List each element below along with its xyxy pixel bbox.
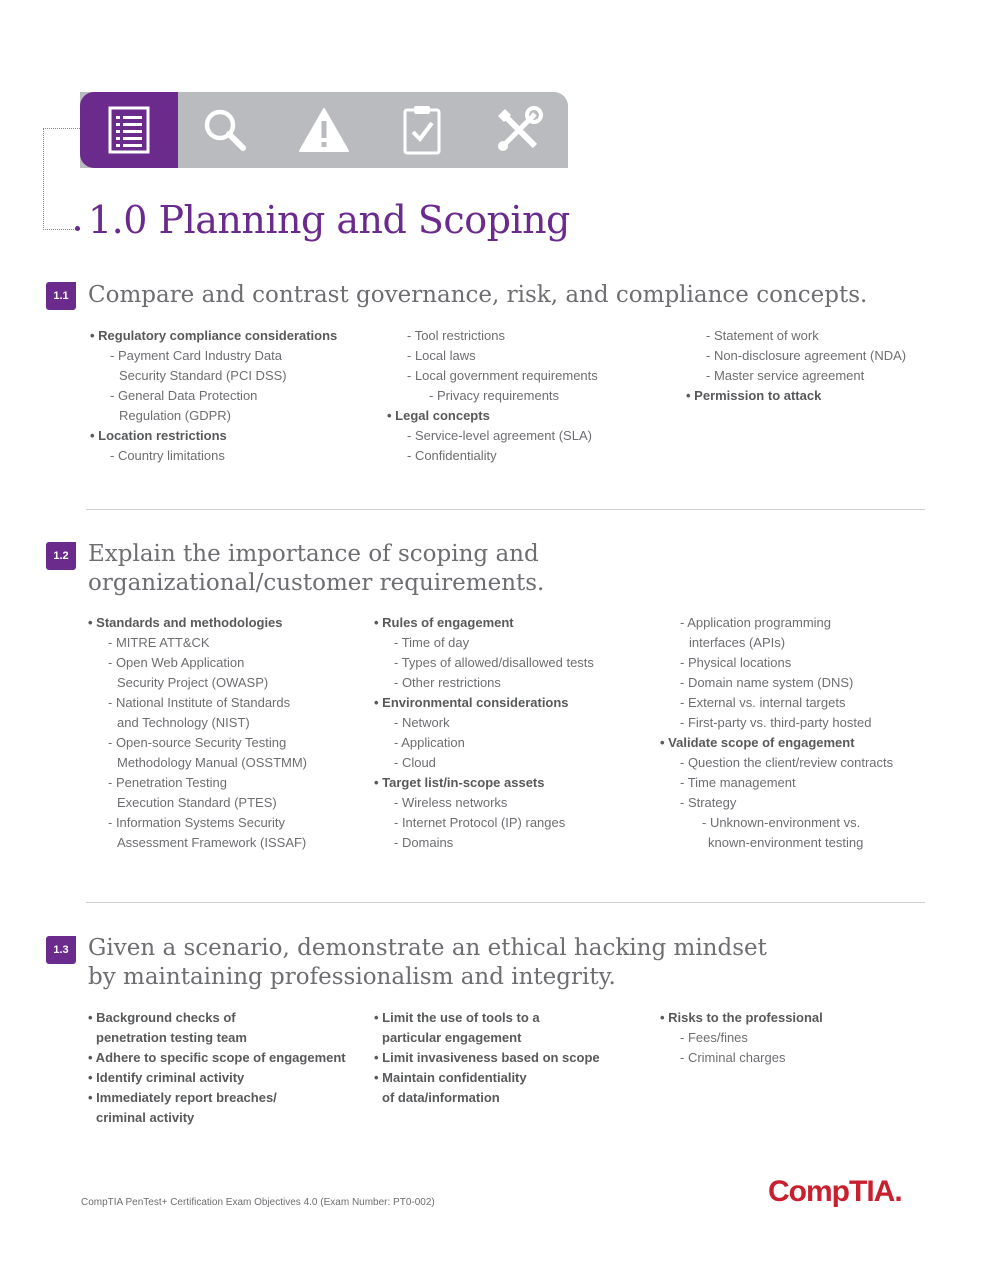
objective-subitem: - Service-level agreement (SLA) xyxy=(407,428,592,443)
objective-subitem: - Non-disclosure agreement (NDA) xyxy=(706,348,907,363)
section-title: Compare and contrast governance, risk, and compliance concepts. xyxy=(88,282,868,308)
tab-attacks[interactable] xyxy=(275,92,373,168)
objective-bullet: • Environmental considerations xyxy=(374,695,569,710)
document-list-icon xyxy=(107,105,151,155)
objective-subitem: Assessment Framework (ISSAF) xyxy=(117,835,307,850)
objective-subitem: - Statement of work xyxy=(706,328,819,343)
section-title: Given a scenario, demonstrate an ethical hacking mindset by maintaining professionalism and integrity. xyxy=(88,935,767,990)
clipboard-check-icon xyxy=(402,104,442,156)
section-1-1-column-2 xyxy=(387,326,598,466)
objective-subitem: - Domain name system (DNS) xyxy=(680,675,854,690)
tab-reporting[interactable] xyxy=(373,92,471,168)
objective-subitem: - Tool restrictions xyxy=(407,328,506,343)
objective-bullet: • Background checks of xyxy=(88,1010,236,1025)
objective-subitem: - Application xyxy=(394,735,465,750)
section-1-3-column-2 xyxy=(374,1008,600,1108)
section-1-1-column-1 xyxy=(90,326,337,466)
category-tab-bar xyxy=(80,92,568,168)
objective-subitem: - Other restrictions xyxy=(394,675,501,690)
objective-subitem: - Cloud xyxy=(394,755,436,770)
section-1-1-column-3 xyxy=(686,326,906,406)
objective-bullet: • Maintain confidentiality xyxy=(374,1070,527,1085)
section-1-3-column-1 xyxy=(88,1008,346,1128)
objective-bullet: • Target list/in-scope assets xyxy=(374,775,545,790)
objective-subitem: Regulation (GDPR) xyxy=(119,408,231,423)
objective-bullet: • Standards and methodologies xyxy=(88,615,283,630)
objective-bullet: • Legal concepts xyxy=(387,408,490,423)
objective-subitem: - Information Systems Security xyxy=(108,815,285,830)
tab-information-gathering[interactable] xyxy=(176,92,274,168)
objective-subitem: - Criminal charges xyxy=(680,1050,786,1065)
objective-subitem: known-environment testing xyxy=(708,835,864,850)
objective-bullet: • Risks to the professional xyxy=(660,1010,823,1025)
objective-subitem: - Unknown-environment vs. xyxy=(702,815,861,830)
magnifier-icon xyxy=(202,107,248,153)
section-1-2-column-2 xyxy=(374,613,594,853)
objective-bullet: • Immediately report breaches/ xyxy=(88,1090,277,1105)
objective-subitem: - Local government requirements xyxy=(407,368,598,383)
title-connector-line xyxy=(43,128,80,230)
objective-subitem: - Domains xyxy=(394,835,454,850)
footer-text: CompTIA PenTest+ Certification Exam Objectives 4.0 (Exam Number: PT0-002) xyxy=(81,1197,435,1208)
objective-bullet: • Limit invasiveness based on scope xyxy=(374,1050,600,1065)
objective-subitem: - Physical locations xyxy=(680,655,792,670)
objective-subitem: - First-party vs. third-party hosted xyxy=(680,715,872,730)
objective-subitem: - National Institute of Standards xyxy=(108,695,291,710)
objective-bullet: • Permission to attack xyxy=(686,388,822,403)
objective-subitem: - General Data Protection xyxy=(110,388,258,403)
objective-subitem: - Time management xyxy=(680,775,796,790)
objective-subitem: - Application programming xyxy=(680,615,832,630)
objective-subitem: - Local laws xyxy=(407,348,476,363)
section-divider xyxy=(86,902,925,903)
objective-subitem: - MITRE ATT&CK xyxy=(108,635,210,650)
section-1-2-column-3 xyxy=(660,613,893,853)
objective-bullet: • Regulatory compliance considerations xyxy=(90,328,338,343)
objective-subitem: - Internet Protocol (IP) ranges xyxy=(394,815,566,830)
objective-bullet: penetration testing team xyxy=(96,1030,247,1045)
section-1-3-column-3 xyxy=(660,1008,823,1068)
objective-subitem: Security Project (OWASP) xyxy=(117,675,269,690)
objective-bullet: of data/information xyxy=(382,1090,500,1105)
title-bullet-dot xyxy=(75,226,80,231)
objective-subitem: - Payment Card Industry Data xyxy=(110,348,282,363)
objective-subitem: - Question the client/review contracts xyxy=(680,755,894,770)
section-number-badge: 1.2 xyxy=(46,542,76,570)
objective-subitem: - Open Web Application xyxy=(108,655,245,670)
section-number-badge: 1.1 xyxy=(46,282,76,310)
warning-icon xyxy=(298,107,350,153)
objective-bullet: • Validate scope of engagement xyxy=(660,735,855,750)
section-title: Explain the importance of scoping and organizational/customer requirements. xyxy=(88,541,545,596)
objective-subitem: and Technology (NIST) xyxy=(117,715,250,730)
tab-planning[interactable] xyxy=(80,92,178,168)
objective-subitem: - Confidentiality xyxy=(407,448,497,463)
objective-subitem: Security Standard (PCI DSS) xyxy=(119,368,287,383)
objective-subitem: - Open-source Security Testing xyxy=(108,735,287,750)
objective-subitem: - Network xyxy=(394,715,450,730)
objective-bullet: • Adhere to specific scope of engagement xyxy=(88,1050,346,1065)
objective-bullet: • Location restrictions xyxy=(90,428,227,443)
objective-bullet: criminal activity xyxy=(96,1110,195,1125)
objective-subitem: - Privacy requirements xyxy=(429,388,560,403)
tools-icon xyxy=(495,106,543,154)
objective-bullet: particular engagement xyxy=(382,1030,522,1045)
section-divider xyxy=(86,509,925,510)
section-1-2-column-1 xyxy=(88,613,307,853)
objective-subitem: - Types of allowed/disallowed tests xyxy=(394,655,594,670)
objective-bullet: • Limit the use of tools to a xyxy=(374,1010,540,1025)
objective-subitem: - Fees/fines xyxy=(680,1030,748,1045)
objective-subitem: - Master service agreement xyxy=(706,368,865,383)
tab-tools[interactable] xyxy=(470,92,568,168)
objective-subitem: - Time of day xyxy=(394,635,470,650)
objective-subitem: - Wireless networks xyxy=(394,795,508,810)
objective-bullet: • Identify criminal activity xyxy=(88,1070,245,1085)
objective-subitem: Execution Standard (PTES) xyxy=(117,795,277,810)
page-title: 1.0 Planning and Scoping xyxy=(88,198,570,242)
objective-bullet: • Rules of engagement xyxy=(374,615,514,630)
objective-subitem: interfaces (APIs) xyxy=(689,635,786,650)
section-number-badge: 1.3 xyxy=(46,936,76,964)
objective-subitem: Methodology Manual (OSSTMM) xyxy=(117,755,308,770)
objective-subitem: - Strategy xyxy=(680,795,737,810)
objective-subitem: - External vs. internal targets xyxy=(680,695,846,710)
objective-subitem: - Penetration Testing xyxy=(108,775,227,790)
comptia-logo: CompTIA. xyxy=(768,1175,902,1208)
objective-subitem: - Country limitations xyxy=(110,448,225,463)
